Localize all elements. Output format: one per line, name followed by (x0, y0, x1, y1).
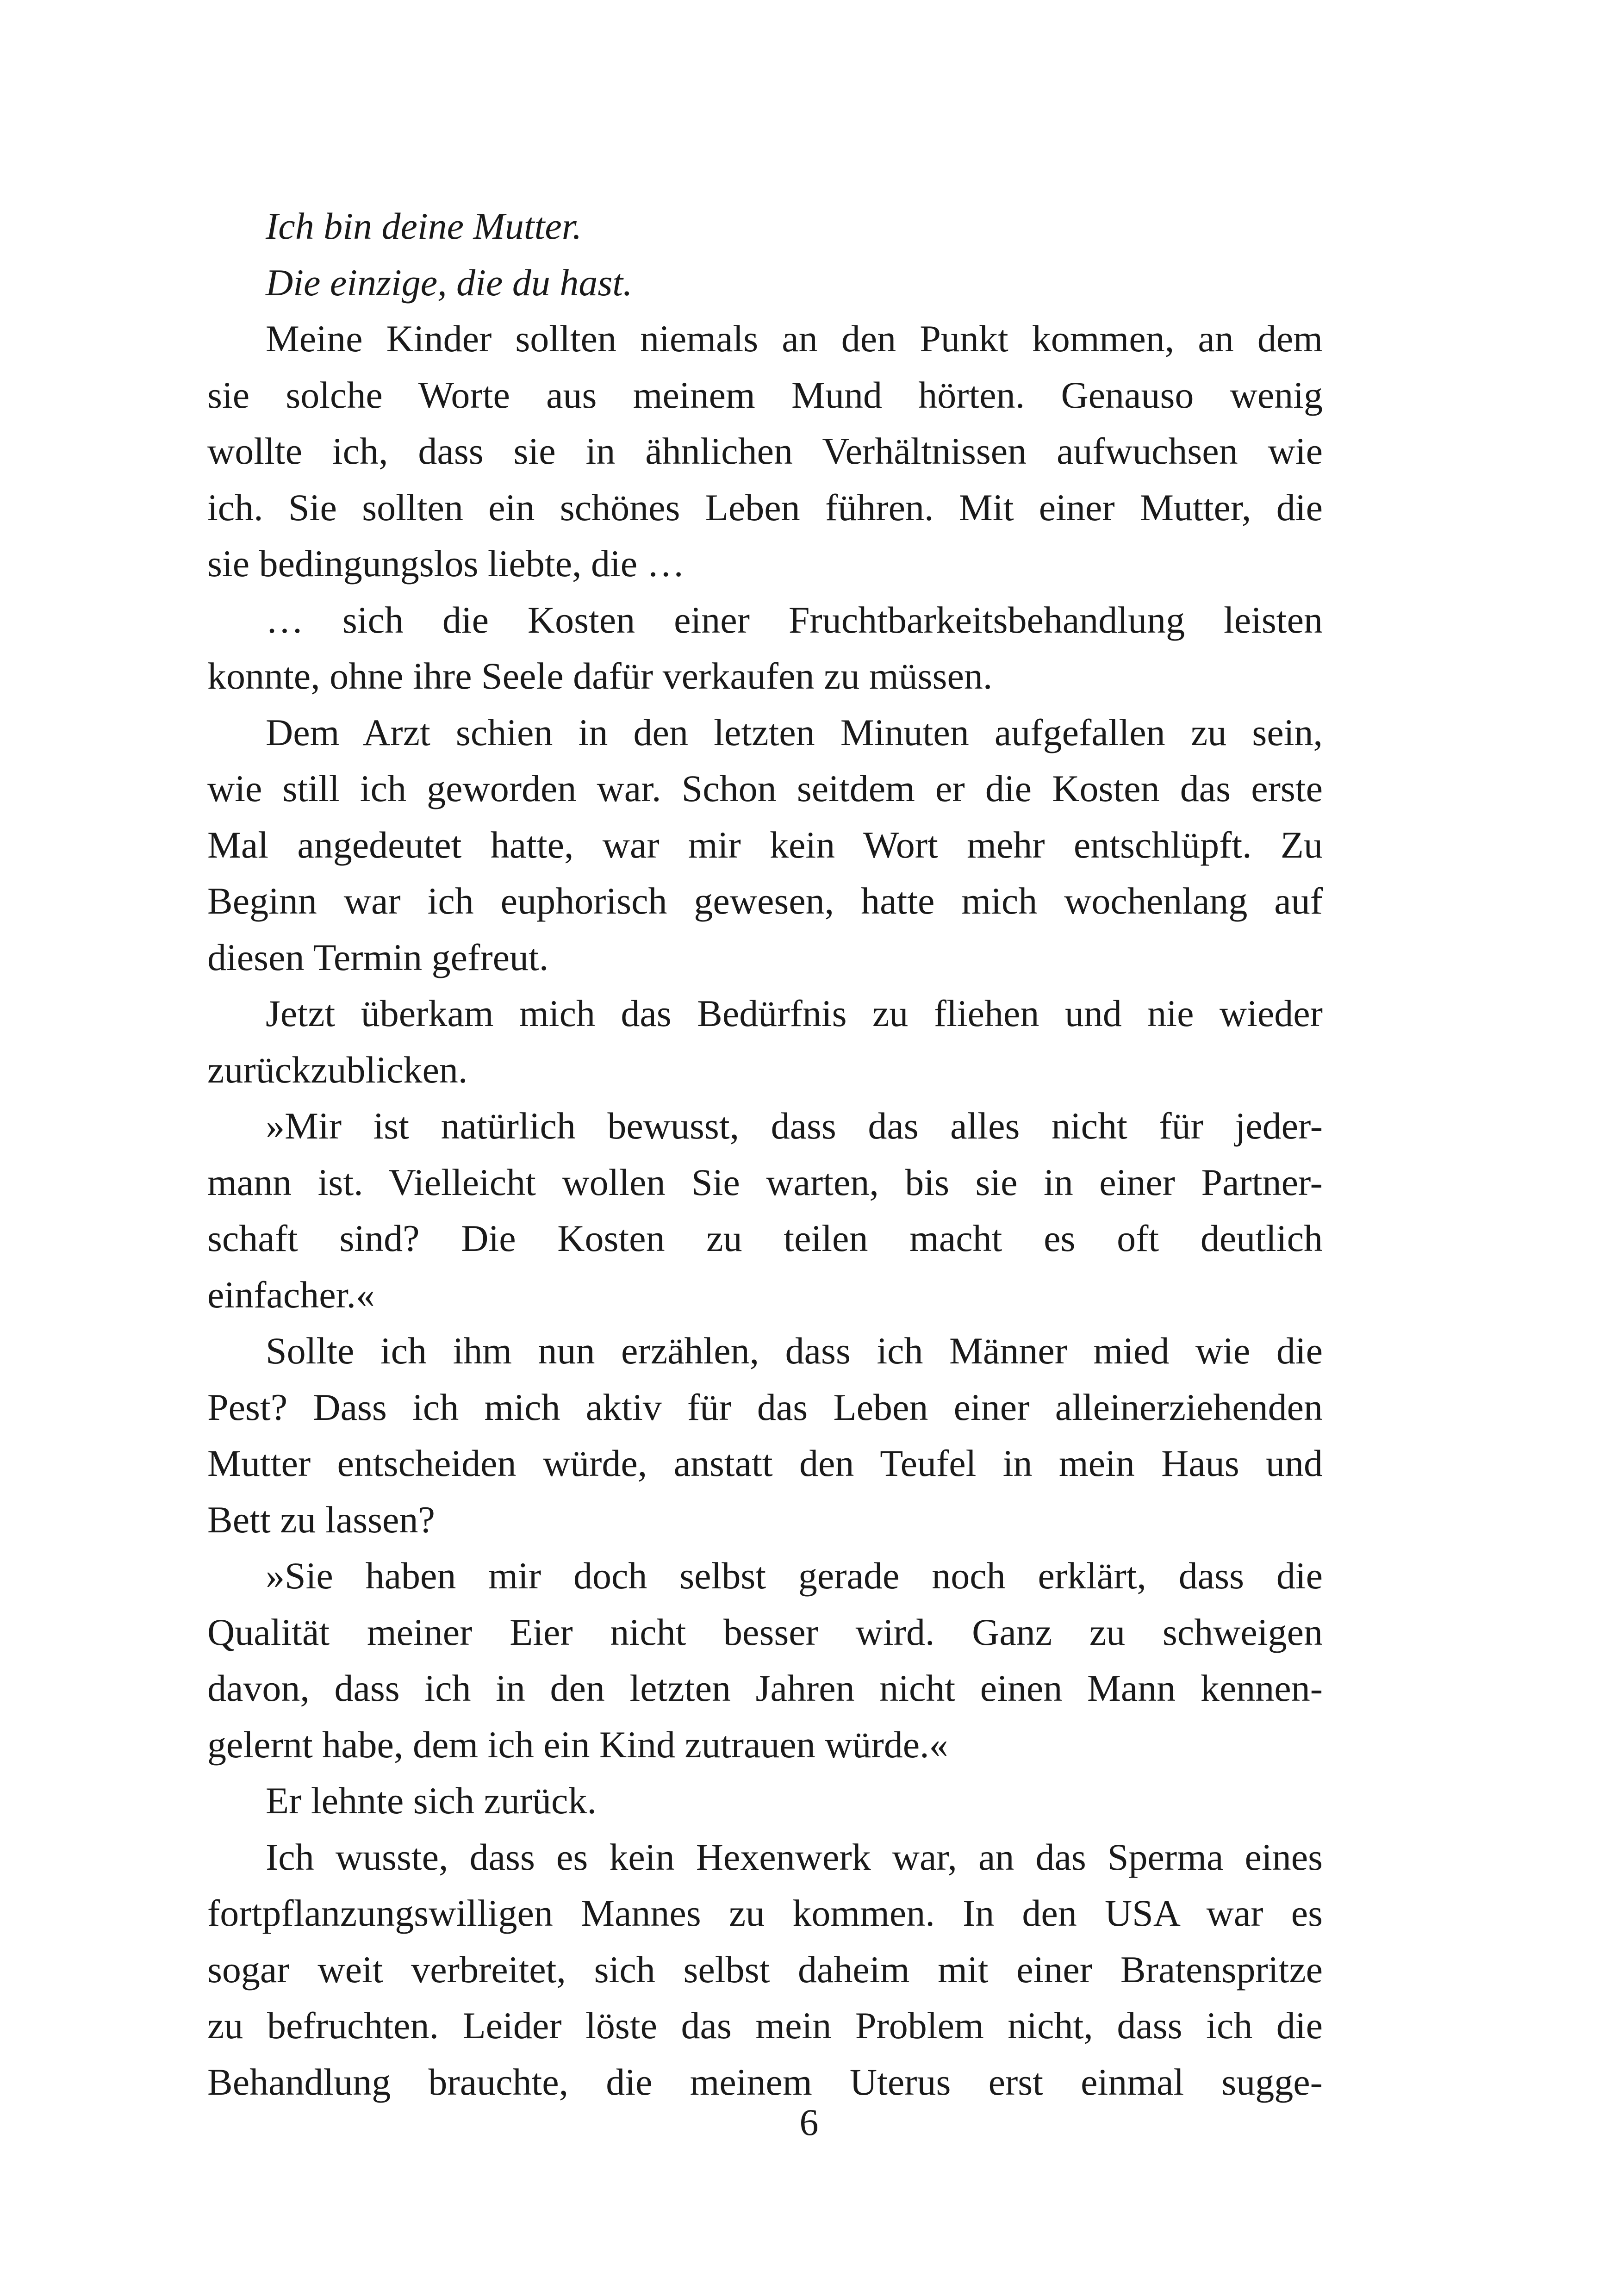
text-line: einfacher.« (207, 1273, 375, 1316)
text-line: Jetzt überkam mich das Bedürfnis zu fliehen und nie wieder (266, 992, 1323, 1034)
text-line: Mutter entscheiden würde, anstatt den Teufel in mein Haus und (207, 1442, 1323, 1484)
text-line: konnte, ohne ihre Seele dafür verkaufen zu müssen. (207, 655, 993, 697)
text-line: fortpflanzungswilligen Mannes zu kommen. In den USA war es (207, 1892, 1323, 1934)
text-line: schaft sind? Die Kosten zu teilen macht es oft deutlich (207, 1217, 1323, 1259)
text-line: Meine Kinder sollten niemals an den Punkt kommen, an dem (266, 317, 1323, 360)
text-line: ich. Sie sollten ein schönes Leben führen. Mit einer Mutter, die (207, 486, 1323, 529)
text-line: Ich wusste, dass es kein Hexenwerk war, an das Sperma eines (266, 1836, 1323, 1878)
text-line: Mal angedeutet hatte, war mir kein Wort mehr entschlüpft. Zu (207, 823, 1323, 866)
text-line: wie still ich geworden war. Schon seitdem er die Kosten das erste (207, 767, 1323, 809)
text-line: zu befruchten. Leider löste das mein Problem nicht, dass ich die (207, 2004, 1323, 2047)
text-line: sogar weit verbreitet, sich selbst daheim mit einer Bratenspritze (207, 1948, 1323, 1991)
text-line: diesen Termin gefreut. (207, 936, 549, 978)
text-line: Dem Arzt schien in den letzten Minuten aufgefallen zu sein, (266, 711, 1323, 753)
text-line: wollte ich, dass sie in ähnlichen Verhältnissen aufwuchsen wie (207, 430, 1323, 472)
text-line: »Mir ist natürlich bewusst, dass das alles nicht für jeder- (266, 1105, 1323, 1147)
text-line: zurückzublicken. (207, 1048, 468, 1091)
text-line: … sich die Kosten einer Fruchtbarkeitsbehandlung leisten (266, 598, 1323, 641)
text-line: Sollte ich ihm nun erzählen, dass ich Männer mied wie die (266, 1330, 1323, 1372)
text-line: »Sie haben mir doch selbst gerade noch erklärt, dass die (266, 1555, 1323, 1597)
text-line: davon, dass ich in den letzten Jahren nicht einen Mann kennen- (207, 1667, 1323, 1709)
text-line: sie solche Worte aus meinem Mund hörten. Genauso wenig (207, 373, 1323, 416)
text-line: Behandlung brauchte, die meinem Uterus erst einmal sugge- (207, 2060, 1323, 2103)
text-line: sie bedingungslos liebte, die … (207, 542, 685, 585)
text-line: Qualität meiner Eier nicht besser wird. Ganz zu schweigen (207, 1611, 1323, 1653)
text-line: Ich bin deine Mutter. (266, 205, 582, 247)
text-line: Er lehnte sich zurück. (266, 1780, 597, 1822)
text-line: mann ist. Vielleicht wollen Sie warten, bis sie in einer Partner- (207, 1161, 1323, 1203)
text-line: Die einzige, die du hast. (266, 261, 633, 304)
text-line: Bett zu lassen? (207, 1498, 435, 1541)
text-line: gelernt habe, dem ich ein Kind zutrauen würde.« (207, 1723, 948, 1766)
body-text (207, 198, 1323, 2110)
page-number: 6 (799, 2101, 819, 2143)
text-line: Beginn war ich euphorisch gewesen, hatte mich wochenlang auf (207, 880, 1323, 922)
text-line: Pest? Dass ich mich aktiv für das Leben einer alleinerziehenden (207, 1386, 1323, 1428)
